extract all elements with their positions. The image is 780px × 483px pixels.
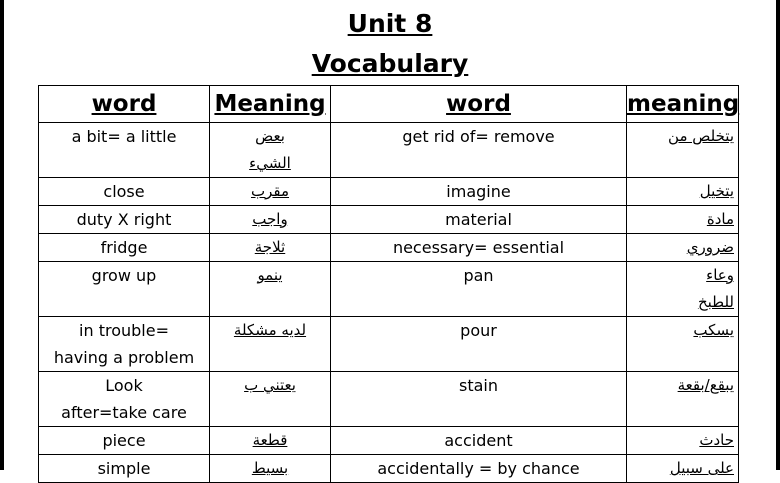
word-cell-line: necessary= essential xyxy=(392,238,565,257)
meaning-cell-line: واجب xyxy=(252,210,288,228)
word-cell xyxy=(331,262,627,317)
table-row xyxy=(39,317,739,372)
meaning-cell-line: يعتني ب xyxy=(244,376,296,394)
table-row xyxy=(39,123,739,178)
meaning-cell xyxy=(627,123,739,178)
word-cell xyxy=(331,206,627,234)
meaning-cell-line: مقرب xyxy=(250,182,290,200)
meaning-cell xyxy=(210,206,331,234)
word-cell-line: pan xyxy=(463,266,494,285)
word-cell-line: after=take care xyxy=(61,403,187,422)
meaning-cell-line: قطعة xyxy=(252,431,288,449)
word-cell-line: duty X right xyxy=(76,210,172,229)
meaning-cell-line: يتخلص من xyxy=(668,127,734,145)
word-cell xyxy=(331,317,627,372)
word-cell-line: accident xyxy=(444,431,513,450)
meaning-cell-line: لديه مشكلة xyxy=(233,321,307,339)
word-cell xyxy=(39,234,210,262)
meaning-cell xyxy=(627,317,739,372)
word-cell-line: piece xyxy=(102,431,146,450)
meaning-cell xyxy=(627,206,739,234)
meaning-cell xyxy=(210,372,331,427)
meaning-cell xyxy=(210,234,331,262)
meaning-cell-line: الشيء xyxy=(249,154,291,172)
meaning-cell xyxy=(627,455,739,483)
meaning-cell-line: على سبيل xyxy=(669,459,734,477)
word-cell-line: accidentally = by chance xyxy=(377,459,580,478)
column-header-meaning: Meaning xyxy=(210,86,331,123)
word-cell xyxy=(39,123,210,178)
meaning-cell xyxy=(627,427,739,455)
word-cell-line: pour xyxy=(460,321,497,340)
word-cell xyxy=(331,455,627,483)
word-cell xyxy=(39,372,210,427)
word-cell-line: material xyxy=(445,210,512,229)
word-cell-line: get rid of= remove xyxy=(402,127,555,146)
meaning-cell-line: يتخيل xyxy=(699,182,734,200)
column-header-word-2: word xyxy=(331,86,627,123)
meaning-cell xyxy=(627,262,739,317)
meaning-cell xyxy=(210,455,331,483)
word-cell-line: grow up xyxy=(91,266,157,285)
word-cell xyxy=(39,455,210,483)
column-header-meaning-2: meaning xyxy=(627,86,739,123)
unit-title: Unit 8 xyxy=(347,9,433,38)
table-header-row xyxy=(39,86,739,123)
word-cell xyxy=(331,234,627,262)
word-cell-line: fridge xyxy=(100,238,148,257)
table-row xyxy=(39,262,739,317)
meaning-cell xyxy=(627,178,739,206)
meaning-cell-line: مادة xyxy=(706,210,734,228)
table-row xyxy=(39,427,739,455)
column-header-word: word xyxy=(39,86,210,123)
word-cell xyxy=(39,262,210,317)
meaning-cell xyxy=(210,317,331,372)
meaning-cell xyxy=(627,234,739,262)
word-cell xyxy=(39,206,210,234)
table-row xyxy=(39,372,739,427)
word-cell xyxy=(331,123,627,178)
word-cell xyxy=(39,427,210,455)
word-cell xyxy=(331,178,627,206)
word-cell-line: stain xyxy=(459,376,498,395)
word-cell-line: simple xyxy=(97,459,151,478)
word-cell-line: having a problem xyxy=(53,348,195,367)
meaning-cell-line: حادث xyxy=(699,431,734,449)
table-row xyxy=(39,206,739,234)
meaning-cell xyxy=(627,372,739,427)
meaning-cell-line: ينمو xyxy=(257,266,283,284)
word-cell xyxy=(331,427,627,455)
word-cell xyxy=(331,372,627,427)
word-cell-line: in trouble= xyxy=(79,321,169,340)
word-cell-line: imagine xyxy=(446,182,511,201)
table-row xyxy=(39,178,739,206)
word-cell-line: close xyxy=(103,182,145,201)
meaning-cell-line: يسكب xyxy=(693,321,734,339)
meaning-cell-line: ضروري xyxy=(686,238,734,256)
meaning-cell xyxy=(210,427,331,455)
meaning-cell-line: وعاء xyxy=(706,266,734,284)
word-cell xyxy=(39,317,210,372)
meaning-cell-line: يبقع/بقعة xyxy=(677,376,734,394)
meaning-cell xyxy=(210,178,331,206)
table-row xyxy=(39,234,739,262)
table-row xyxy=(39,455,739,483)
meaning-cell xyxy=(210,262,331,317)
meaning-cell xyxy=(210,123,331,178)
word-cell xyxy=(39,178,210,206)
meaning-cell-line: بعض xyxy=(255,127,285,145)
meaning-cell-line: بسيط xyxy=(251,459,289,477)
meaning-cell-line: للطبخ xyxy=(697,293,734,311)
vocabulary-title: Vocabulary xyxy=(311,49,469,78)
vocabulary-table xyxy=(38,85,739,483)
word-cell-line: Look xyxy=(105,376,143,395)
meaning-cell-line: ثلاجة xyxy=(254,238,286,256)
word-cell-line: a bit= a little xyxy=(71,127,177,146)
